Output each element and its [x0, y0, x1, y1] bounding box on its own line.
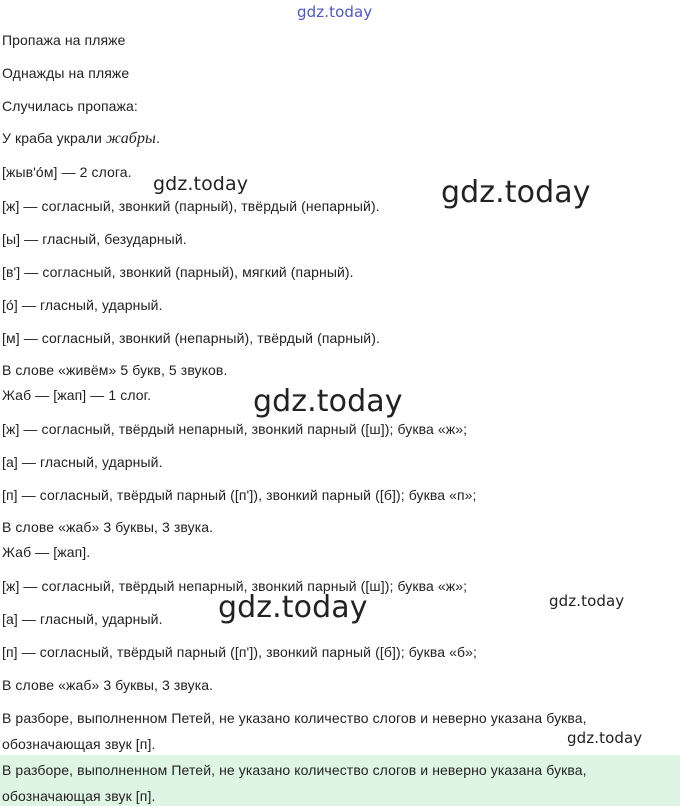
sound-zh-2: [ж] — согласный, твёрдый непарный, звонкий парный ([ш]); буква «ж»; [2, 421, 468, 437]
answer-line-2: обозначающая звук [п]. [2, 788, 156, 804]
poem-line-4-prefix: У краба украли [2, 130, 106, 146]
sound-a-1: [а] — гласный, ударный. [2, 454, 163, 470]
watermark-5: gdz.today [549, 592, 625, 610]
watermark-6: gdz.today [567, 729, 643, 747]
poem-line-4 [2, 129, 160, 148]
sound-p-2: [п] — согласный, твёрдый парный ([п']), звонкий парный ([б]); буква «б»; [2, 644, 477, 660]
sound-o: [о́] — гласный, ударный. [2, 297, 163, 313]
poem-line-2: Однажды на пляже [2, 65, 130, 81]
sound-a-2: [а] — гласный, ударный. [2, 611, 163, 627]
summary-zhab-2: В слове «жаб» 3 буквы, 3 звука. [2, 677, 214, 693]
transcription-zhivyom: [жыв'о́м] — 2 слога. [2, 164, 132, 180]
conclusion-line-2: обозначающая звук [п]. [2, 736, 156, 752]
watermark-2: gdz.today [441, 175, 591, 210]
sound-zh-3: [ж] — согласный, твёрдый непарный, звонкий парный ([ш]); буква «ж»; [2, 578, 468, 594]
summary-zhab-1: В слове «жаб» 3 буквы, 3 звука. [2, 519, 214, 535]
poem-line-4-word: жабры [105, 130, 156, 147]
sound-y: [ы] — гласный, безударный. [2, 231, 187, 247]
watermark-1: gdz.today [153, 173, 249, 195]
poem-line-4-suffix: . [156, 130, 160, 146]
poem-line-1: Пропажа на пляже [2, 32, 126, 48]
transcription-zhab-1: Жаб — [жап] — 1 слог. [2, 387, 152, 403]
sound-m: [м] — согласный, звонкий (непарный), твёрдый (парный). [2, 330, 380, 346]
sound-zh-1: [ж] — согласный, звонкий (парный), твёрдый (непарный). [2, 198, 380, 214]
watermark-4: gdz.today [218, 590, 368, 625]
watermark-3: gdz.today [253, 384, 403, 419]
conclusion-line-1: В разборе, выполненном Петей, не указано количество слогов и неверно указана буква, [2, 710, 587, 726]
poem-line-3: Случилась пропажа: [2, 98, 138, 114]
watermark-top: gdz.today [297, 3, 373, 21]
answer-line-1: В разборе, выполненном Петей, не указано количество слогов и неверно указана буква, [2, 762, 587, 778]
sound-v: [в'] — согласный, звонкий (парный), мягкий (парный). [2, 264, 354, 280]
summary-zhivyom: В слове «живём» 5 букв, 5 звуков. [2, 362, 228, 378]
transcription-zhab-2: Жаб — [жап]. [2, 544, 91, 560]
sound-p-1: [п] — согласный, твёрдый парный ([п']), звонкий парный ([б]); буква «п»; [2, 487, 477, 503]
